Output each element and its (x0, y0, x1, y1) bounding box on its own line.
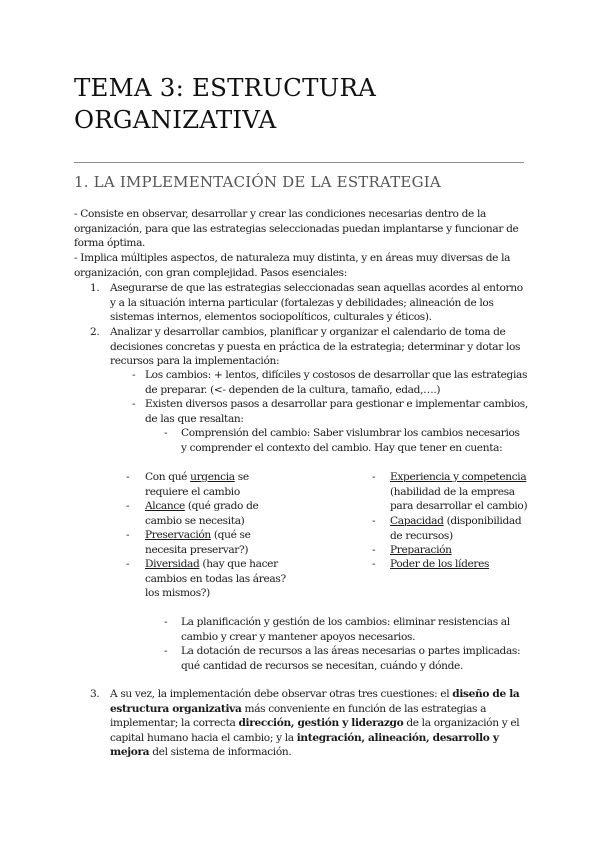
sub-bullet-text: La planificación y gestión de los cambios: eliminar resistencias al cambio y crear y mantener apoyos necesarios. (181, 616, 510, 643)
bullet-dash: - (372, 471, 376, 483)
step-text (110, 687, 524, 760)
sub-bullet-text: La dotación de recursos a las áreas necesarias o partes implicadas: qué cantidad de recursos se necesitan, cuándo y dónde. (181, 645, 521, 672)
item-term: Poder de los líderes (390, 558, 490, 570)
section-heading: 1. LA IMPLEMENTACIÓN DE LA ESTRATEGIA (74, 173, 441, 191)
bullet-dash: - (132, 369, 136, 381)
item-line: de recursos) (390, 529, 453, 542)
item-line: los mismos?) (145, 587, 210, 600)
step-text: Analizar y desarrollar cambios, planificar y organizar el calendario de toma de decisiones concretas y puesta en práctica de la estrategia; determinar y dotar los recursos para la implementación: (110, 326, 521, 368)
item-line: para desarrollar el cambio) (390, 500, 528, 513)
item-term: urgencia (190, 471, 235, 483)
column-item (390, 514, 540, 543)
bullet-dash: - (164, 645, 168, 657)
bullet-dash: - (372, 544, 376, 556)
intro-paragraph: - Implica múltiples aspectos, de naturaleza muy distinta, y en áreas muy diversas de la organización, con gran complejidad. Pasos esenciales: (74, 252, 511, 279)
page-title: TEMA 3: ESTRUCTURA ORGANIZATIVA (74, 73, 377, 134)
column-item (390, 470, 540, 514)
list-number: 2. (90, 326, 100, 338)
column-item (145, 528, 345, 557)
item-line: requiere el cambio (145, 485, 240, 498)
item-suffix: (qué se (210, 529, 251, 541)
item-suffix: (qué grado de (184, 500, 259, 512)
step3-text: del sistema de información. (149, 746, 292, 759)
bullet-dash: - (126, 500, 130, 512)
bullet-dash: - (372, 558, 376, 570)
intro-paragraph: - Consiste en observar, desarrollar y crear las condiciones necesarias dentro de la organización, para que las estrategias seleccionadas puedan implantarse y funcionar de forma óptima. (74, 208, 519, 250)
step3-text: más conveniente en función de las estrategias a implementar; la correcta (110, 702, 487, 730)
bullet-dash: - (126, 471, 130, 483)
heading-divider (74, 162, 524, 163)
step3-emphasis: integración, alineación, desarrollo y mejora (110, 731, 499, 759)
step3-emphasis: dirección, gestión y liderazgo (238, 717, 404, 730)
item-prefix: Con qué (145, 471, 191, 483)
sub-bullet-text: Comprensión del cambio: Saber vislumbrar los cambios necesarios y comprender el contexto del cambio. Hay que tener en cuenta: (181, 427, 520, 454)
list-number: 3. (90, 688, 100, 700)
bullet-dash: - (132, 398, 136, 410)
item-term: Alcance (145, 500, 185, 512)
step-text: Asegurarse de que las estrategias seleccionadas sean aquellas acordes al entorno y a la situación interna particular (fortalezas y debilidades; alineación de los sistemas internos, elementos sociopolíticos, culturales y éticos). (110, 282, 523, 324)
bullet-dash: - (164, 616, 168, 628)
item-term: Capacidad (390, 515, 444, 527)
step3-text: A su vez, la implementación debe observar otras tres cuestiones: el (110, 688, 453, 700)
bullet-dash: - (164, 427, 168, 439)
bullet-dash: - (372, 515, 376, 527)
column-item (145, 557, 345, 601)
item-term: Preservación (145, 529, 211, 541)
item-suffix: (disponibilidad (443, 515, 522, 527)
list-number: 1. (90, 282, 100, 294)
item-line: necesita preservar?) (145, 543, 249, 556)
item-suffix: se (234, 471, 249, 483)
column-item (145, 499, 345, 528)
sub-bullet-text: Existen diversos pasos a desarrollar para gestionar e implementar cambios, de las que resaltan: (145, 398, 528, 425)
item-suffix: (hay que hacer (199, 558, 278, 570)
column-item (145, 470, 345, 499)
item-term: Diversidad (145, 558, 200, 570)
sub-bullet-text: Los cambios: + lentos, difíciles y costosos de desarrollar que las estrategias de preparar. (<- dependen de la cultura, tamaño, edad,….) (145, 369, 528, 396)
item-line: cambios en todas las áreas? (145, 572, 286, 585)
item-term: Preparación (390, 544, 452, 556)
item-term: Experiencia y competencia (390, 471, 527, 483)
step3-emphasis: diseño de la estructura organizativa (110, 688, 520, 715)
bullet-dash: - (126, 529, 130, 541)
item-line: cambio se necesita) (145, 514, 245, 527)
step3-text: de la organización y el capital humano hacia el cambio; y la (110, 717, 520, 744)
item-line: (habilidad de la empresa (390, 485, 515, 498)
bullet-dash: - (126, 558, 130, 570)
